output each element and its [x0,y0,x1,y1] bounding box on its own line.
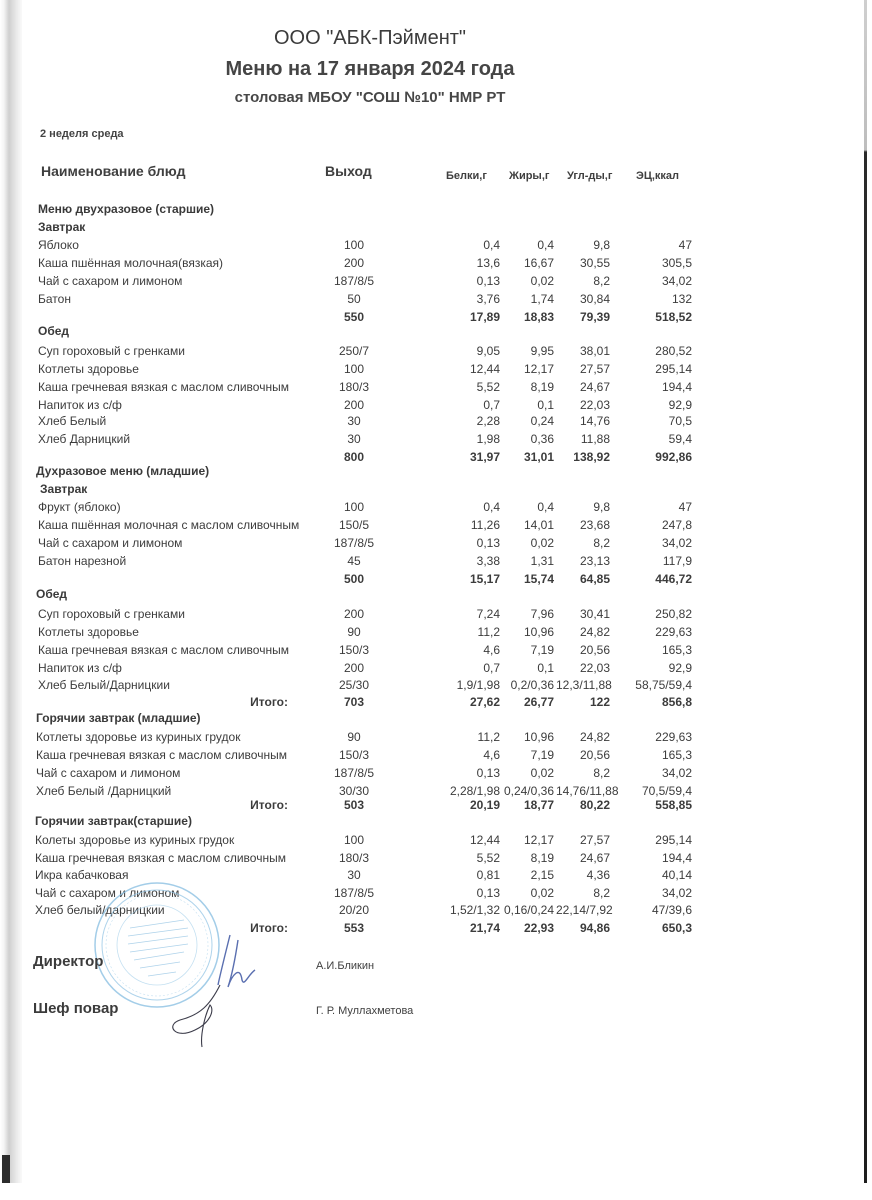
carbs-value: 9,8 [593,238,610,252]
dish-name: Напиток из с/ф [38,661,122,675]
protein-value: 13,6 [476,256,500,270]
total-output: 503 [343,798,365,812]
total-carbs: 122 [589,695,610,709]
energy-value: 58,75/59,4 [635,678,692,692]
table-row [0,552,872,570]
dish-name: Каша пшённая молочная с маслом сливочным [38,518,300,532]
carbs-value: 8,2 [593,886,610,900]
carbs-value: 30,55 [579,256,610,270]
energy-value: 59,4 [668,432,692,446]
protein-value: 4,6 [483,748,500,762]
table-row [0,659,872,677]
energy-value: 194,4 [661,851,692,865]
fat-value: 0,2/0,36 [510,678,554,692]
total-protein: 31,97 [469,450,500,464]
dish-name: Котлеты здоровье из куриных грудок [36,730,241,744]
fat-value: 0,1 [537,398,554,412]
dish-name: Хлеб Белый/Дарницкии [38,678,170,692]
total-protein: 21,74 [469,921,500,935]
carbs-value: 12,3/11,88 [556,678,612,692]
fat-value: 7,96 [530,607,554,621]
carbs-value: 23,68 [579,518,610,532]
fat-value: 7,19 [530,748,554,762]
director-name: А.И.Бликин [316,960,375,972]
table-row [0,605,872,623]
protein-value: 1,9/1,98 [456,678,500,692]
protein-value: 0,7 [483,398,500,412]
dish-name: Чай с сахаром и лимоном [38,274,183,288]
fat-value: 2,15 [530,868,554,882]
meal-title: Завтрак [38,220,86,234]
dish-output: 30 [347,414,361,428]
total-carbs: 138,92 [573,450,610,464]
dish-name: Колеты здоровье из куриных грудок [35,833,235,847]
carbs-value: 22,14/7,92 [556,903,613,917]
energy-value: 280,52 [655,344,692,358]
total-energy: 518,52 [655,310,692,324]
table-row [0,676,872,694]
dish-name: Икра кабачковая [35,868,129,882]
table-row [0,360,872,378]
protein-value: 4,6 [483,643,500,657]
dish-output: 250/7 [338,344,370,358]
dish-output: 200 [343,398,365,412]
fat-value: 0,24 [530,414,554,428]
table-row [0,498,872,516]
dish-name: Суп гороховый с гренками [38,607,185,621]
dish-output: 100 [343,362,365,376]
total-row [0,308,872,326]
protein-value: 0,13 [476,536,500,550]
carbs-value: 11,88 [580,432,610,446]
protein-value: 0,7 [483,661,500,675]
dish-name: Яблоко [38,238,79,252]
fat-value: 0,02 [530,886,554,900]
dish-output: 90 [347,625,361,639]
dish-name: Суп гороховый с гренками [38,344,185,358]
protein-value: 2,28/1,98 [449,784,500,798]
dish-output: 150/3 [338,643,370,657]
fat-value: 0,02 [530,766,554,780]
carbs-value: 8,2 [593,274,610,288]
section-title: Духразовое меню (младшие) [36,464,210,478]
total-fat: 31,01 [523,450,554,464]
energy-value: 117,9 [662,554,692,568]
carbs-value: 14,76/11,88 [556,784,619,798]
dish-output: 25/30 [338,678,370,692]
dish-output: 180/3 [338,380,370,394]
total-energy: 650,3 [661,921,692,935]
column-header-energy: ЭЦ,ккал [636,170,680,182]
protein-value: 2,28 [476,414,500,428]
carbs-value: 27,57 [579,362,610,376]
total-fat: 26,77 [523,695,554,709]
section-title: Меню двухразовое (старшие) [38,202,214,216]
total-protein: 27,62 [469,695,500,709]
table-row [0,290,872,308]
dish-output: 150/5 [338,518,370,532]
total-carbs: 79,39 [579,310,610,324]
energy-value: 229,63 [655,625,692,639]
dish-output: 150/3 [338,748,370,762]
energy-value: 305,5 [661,256,692,270]
energy-value: 40,14 [661,868,692,882]
column-header-carbs: Угл-ды,г [567,170,613,182]
energy-value: 229,63 [655,730,692,744]
dish-name: Каша гречневая вязкая с маслом сливочным [38,643,289,657]
meal-title: Обед [36,587,68,601]
fat-value: 0,16/0,24 [503,903,554,917]
column-header-protein: Белки,г [446,170,487,182]
dish-name: Напиток из с/ф [38,398,122,412]
carbs-value: 38,01 [579,344,610,358]
fat-value: 1,74 [530,292,554,306]
section-title: Горячии завтрак (младшие) [36,711,201,725]
protein-value: 0,13 [476,274,500,288]
carbs-value: 24,67 [579,380,610,394]
fat-value: 14,01 [523,518,554,532]
table-row [0,342,872,360]
total-label: Итого: [250,798,288,812]
dish-output: 100 [343,833,365,847]
protein-value: 0,81 [476,868,500,882]
table-row [0,254,872,272]
dish-output: 30 [347,432,361,446]
dish-output: 187/8/5 [333,536,375,550]
total-energy: 992,86 [655,450,692,464]
total-carbs: 80,22 [579,798,610,812]
carbs-value: 24,82 [579,730,610,744]
table-row [0,728,872,746]
total-protein: 17,89 [469,310,500,324]
dish-output: 90 [347,730,361,744]
total-fat: 18,83 [523,310,554,324]
energy-value: 92,9 [668,661,692,675]
total-fat: 18,77 [523,798,554,812]
carbs-value: 8,2 [593,536,610,550]
protein-value: 5,52 [476,380,500,394]
energy-value: 34,02 [661,886,692,900]
total-energy: 856,8 [661,695,692,709]
canteen-subtitle: столовая МБОУ "СОШ №10" НМР РТ [234,89,506,106]
dish-name: Каша гречневая вязкая с маслом сливочным [36,748,287,762]
table-row [0,272,872,290]
protein-value: 0,13 [476,886,500,900]
fat-value: 0,36 [530,432,554,446]
protein-value: 0,4 [483,238,500,252]
energy-value: 34,02 [661,274,692,288]
column-header-output: Выход [325,163,372,179]
dish-name: Чай с сахаром и лимоном [35,886,180,900]
fat-value: 1,31 [530,554,554,568]
fat-value: 8,19 [530,851,554,865]
fat-value: 0,02 [530,274,554,288]
energy-value: 47/39,6 [651,903,692,917]
energy-value: 92,9 [668,398,692,412]
dish-output: 200 [343,661,365,675]
table-row [0,236,872,254]
dish-output: 30 [347,868,361,882]
carbs-value: 9,8 [593,500,610,514]
fat-value: 10,96 [523,730,554,744]
total-fat: 22,93 [523,921,554,935]
carbs-value: 20,56 [579,643,610,657]
protein-value: 1,52/1,32 [449,903,500,917]
energy-value: 247,8 [661,518,692,532]
energy-value: 250,82 [655,607,692,621]
dish-name: Котлеты здоровье [38,362,139,376]
dish-name: Хлеб белый/дарницкии [35,903,165,917]
fat-value: 9,95 [530,344,554,358]
dish-output: 50 [347,292,361,306]
fat-value: 0,24/0,36 [503,784,554,798]
carbs-value: 30,84 [579,292,610,306]
protein-value: 11,2 [477,625,500,639]
carbs-value: 4,36 [586,868,610,882]
total-output: 553 [343,921,365,935]
protein-value: 3,76 [476,292,500,306]
total-output: 703 [343,695,365,709]
protein-value: 1,98 [476,432,500,446]
energy-value: 165,3 [661,748,692,762]
dish-name: Каша гречневая вязкая с маслом сливочным [35,851,286,865]
meal-title: Обед [38,324,70,338]
total-energy: 446,72 [655,572,692,586]
dish-name: Чай с сахаром и лимоном [36,766,181,780]
dish-output: 100 [343,238,365,252]
protein-value: 3,38 [476,554,500,568]
dish-name: Батон нарезной [38,554,127,568]
fat-value: 0,1 [537,661,554,675]
table-row [0,378,872,396]
total-output: 800 [343,450,365,464]
fat-value: 16,67 [523,256,554,270]
table-row [0,641,872,659]
energy-value: 70,5 [668,414,692,428]
fat-value: 12,17 [523,833,554,847]
dish-name: Каша пшённая молочная(вязкая) [38,256,224,270]
energy-value: 34,02 [661,766,692,780]
total-row [0,693,872,711]
protein-value: 0,13 [476,766,500,780]
carbs-value: 27,57 [579,833,610,847]
table-row [0,764,872,782]
carbs-value: 14,76 [579,414,610,428]
dish-output: 187/8/5 [333,274,375,288]
protein-value: 12,44 [469,362,500,376]
total-carbs: 64,85 [579,572,610,586]
dish-output: 187/8/5 [333,886,375,900]
energy-value: 194,4 [661,380,692,394]
energy-value: 165,3 [661,643,692,657]
column-header-name: Наименование блюд [41,163,186,179]
table-row [0,412,872,430]
fat-value: 0,4 [537,500,554,514]
table-row [0,849,872,867]
protein-value: 11,26 [470,518,500,532]
chef-name: Г. Р. Муллахметова [316,1005,414,1017]
menu-date-title: Меню на 17 января 2024 года [225,58,515,80]
table-row [0,623,872,641]
week-day-label: 2 неделя среда [40,128,124,140]
fat-value: 10,96 [523,625,554,639]
dish-output: 187/8/5 [333,766,375,780]
dish-name: Хлеб Белый [38,414,107,428]
carbs-value: 22,03 [579,661,610,675]
table-row [0,534,872,552]
dish-name: Хлеб Белый /Дарницкий [36,784,172,798]
fat-value: 12,17 [523,362,554,376]
meal-title: Завтрак [40,482,88,496]
fat-value: 0,02 [530,536,554,550]
total-label: Итого: [250,921,288,935]
protein-value: 11,2 [477,730,500,744]
dish-output: 100 [343,500,365,514]
protein-value: 9,05 [476,344,500,358]
energy-value: 295,14 [655,833,692,847]
carbs-value: 22,03 [579,398,610,412]
energy-value: 34,02 [661,536,692,550]
dish-output: 30/30 [338,784,370,798]
table-row [0,831,872,849]
protein-value: 0,4 [483,500,500,514]
energy-value: 47 [678,500,692,514]
company-title: ООО "АБК-Пэймент" [273,27,467,49]
protein-value: 7,24 [476,607,500,621]
chef-label: Шеф повар [33,1000,119,1017]
dish-output: 45 [347,554,361,568]
dish-output: 200 [343,607,365,621]
carbs-value: 30,41 [579,607,610,621]
dish-name: Батон [38,292,71,306]
protein-value: 12,44 [469,833,500,847]
total-fat: 15,74 [523,572,554,586]
dish-output: 180/3 [338,851,370,865]
fat-value: 8,19 [530,380,554,394]
energy-value: 70,5/59,4 [641,784,692,798]
carbs-value: 20,56 [579,748,610,762]
dish-name: Каша гречневая вязкая с маслом сливочным [38,380,289,394]
total-output: 500 [343,572,365,586]
total-row [0,570,872,588]
dish-output: 20/20 [338,903,370,917]
energy-value: 47 [678,238,692,252]
dish-name: Чай с сахаром и лимоном [38,536,183,550]
total-row [0,796,872,814]
total-energy: 558,85 [655,798,692,812]
total-carbs: 94,86 [579,921,610,935]
carbs-value: 23,13 [579,554,610,568]
fat-value: 0,4 [537,238,554,252]
total-protein: 20,19 [469,798,500,812]
dish-name: Хлеб Дарницкий [38,432,131,446]
table-row [0,516,872,534]
total-output: 550 [343,310,365,324]
column-header-fat: Жиры,г [509,170,550,182]
carbs-value: 24,67 [579,851,610,865]
carbs-value: 24,82 [579,625,610,639]
total-label: Итого: [250,695,288,709]
protein-value: 5,52 [476,851,500,865]
director-label: Директор [33,953,104,970]
total-protein: 15,17 [469,572,500,586]
dish-name: Котлеты здоровье [38,625,139,639]
signature-icon [160,925,270,1050]
fat-value: 7,19 [530,643,554,657]
energy-value: 132 [671,292,692,306]
table-row [0,430,872,448]
dish-name: Фрукт (яблоко) [38,500,121,514]
energy-value: 295,14 [655,362,692,376]
table-row [0,746,872,764]
carbs-value: 8,2 [593,766,610,780]
section-title: Горячии завтрак(старшие) [35,814,192,828]
dish-output: 200 [343,256,365,270]
